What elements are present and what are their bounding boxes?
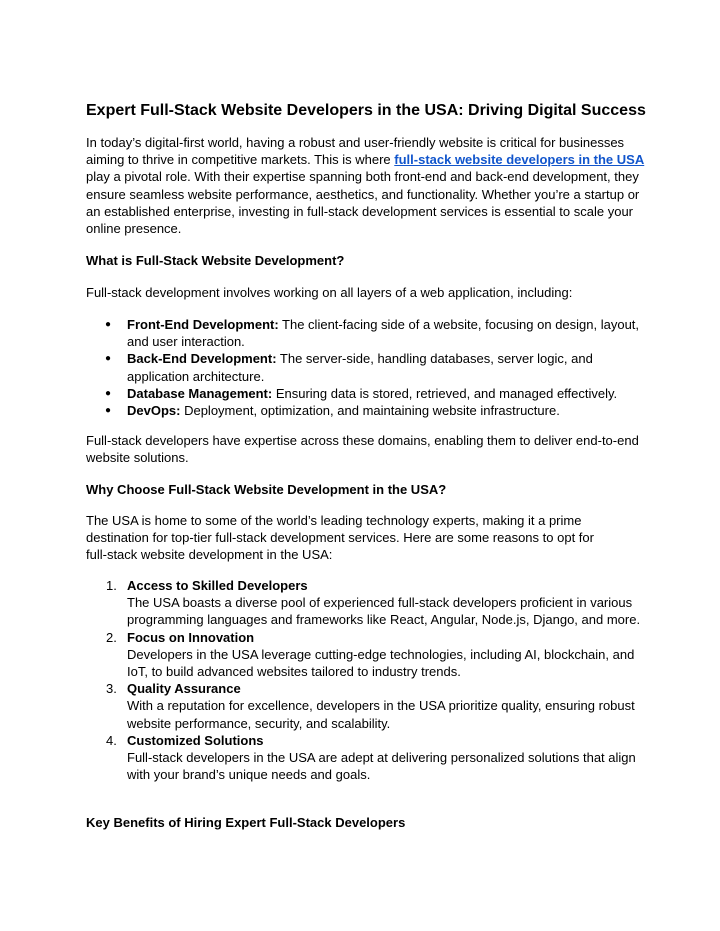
- full-stack-developers-link[interactable]: full-stack website developers in the USA: [394, 152, 645, 168]
- section-heading-why-choose: Why Choose Full-Stack Website Development in the USA?: [86, 482, 447, 497]
- item-text: Developers in the USA leverage cutting-edge technologies, including AI, blockchain, and IoT, to build advanced websites tailored to industry trends.: [127, 646, 635, 680]
- bullet-text: Ensuring data is stored, retrieved, and managed effectively.: [272, 385, 618, 401]
- item-title: Access to Skilled Developers: [127, 578, 308, 593]
- list-item: [86, 629, 646, 681]
- item-text: Full-stack developers in the USA are adept at delivering personalized solutions that align with your brand’s unique needs and goals.: [127, 750, 636, 783]
- section-heading-what-is: What is Full-Stack Website Development?: [86, 253, 345, 268]
- intro-text-start: In today’s digital-first world, having a robust and user-friendly website is critical for businesses aiming to thrive in competitive markets. This is where: [86, 135, 625, 168]
- item-number: 1.: [106, 578, 117, 593]
- bullet-term: Back-End Development:: [127, 351, 277, 367]
- bullet-text: The client-facing side of a website, focusing on design, layout, and user interaction.: [127, 317, 640, 350]
- layers-bullet-list: [86, 316, 646, 419]
- page-title: Expert Full-Stack Website Developers in the USA: Driving Digital Success: [86, 102, 646, 119]
- bullet-term: Front-End Development:: [127, 317, 279, 332]
- item-title: Focus on Innovation: [127, 629, 255, 645]
- item-title: Quality Assurance: [127, 681, 241, 697]
- reasons-numbered-list: [86, 577, 646, 783]
- bullet-text: The server-side, handling databases, server logic, and application architecture.: [127, 351, 593, 384]
- section1-lead: Full-stack development involves working on all layers of a web application, including:: [86, 285, 573, 300]
- list-item: [86, 385, 646, 402]
- item-title: Customized Solutions: [127, 732, 264, 748]
- section2-lead-line3: full-stack website development in the USA:: [86, 547, 333, 563]
- list-item: [86, 402, 646, 419]
- bullet-term: DevOps:: [127, 403, 181, 419]
- section2-lead-line1: The USA is home to some of the world’s leading technology experts, making it a prime: [86, 513, 582, 528]
- item-number: 2.: [106, 629, 117, 645]
- list-item: [86, 350, 646, 384]
- section2-lead: [86, 512, 646, 564]
- list-item: [86, 680, 646, 732]
- list-item: [86, 316, 646, 350]
- list-item: [86, 577, 646, 629]
- intro-text-end: play a pivotal role. With their expertise spanning both front-end and back-end development, they ensure seamless website performance, aesthetics, and functionality. Whether you’re a startup or an established enterprise, investing in full-stack development services is essential to scale your online presence.: [86, 169, 640, 237]
- item-text: The USA boasts a diverse pool of experienced full-stack developers proficient in various programming languages and frameworks like React, Angular, Node.js, Django, and more.: [127, 595, 641, 628]
- section1-closing: Full-stack developers have expertise across these domains, enabling them to deliver end-to-end website solutions.: [86, 433, 639, 466]
- item-number: 3.: [106, 681, 117, 697]
- item-text: With a reputation for excellence, developers in the USA prioritize quality, ensuring robust website performance, security, and scalability.: [127, 698, 635, 731]
- item-number: 4.: [106, 732, 117, 748]
- intro-paragraph: [86, 134, 646, 237]
- list-item: [86, 732, 646, 784]
- bullet-term: Database Management:: [127, 385, 273, 401]
- section-heading-key-benefits: Key Benefits of Hiring Expert Full-Stack Developers: [86, 815, 406, 830]
- bullet-text: Deployment, optimization, and maintaining website infrastructure.: [180, 403, 560, 419]
- section2-lead-line2: destination for top-tier full-stack development services. Here are some reasons to opt for: [86, 530, 594, 546]
